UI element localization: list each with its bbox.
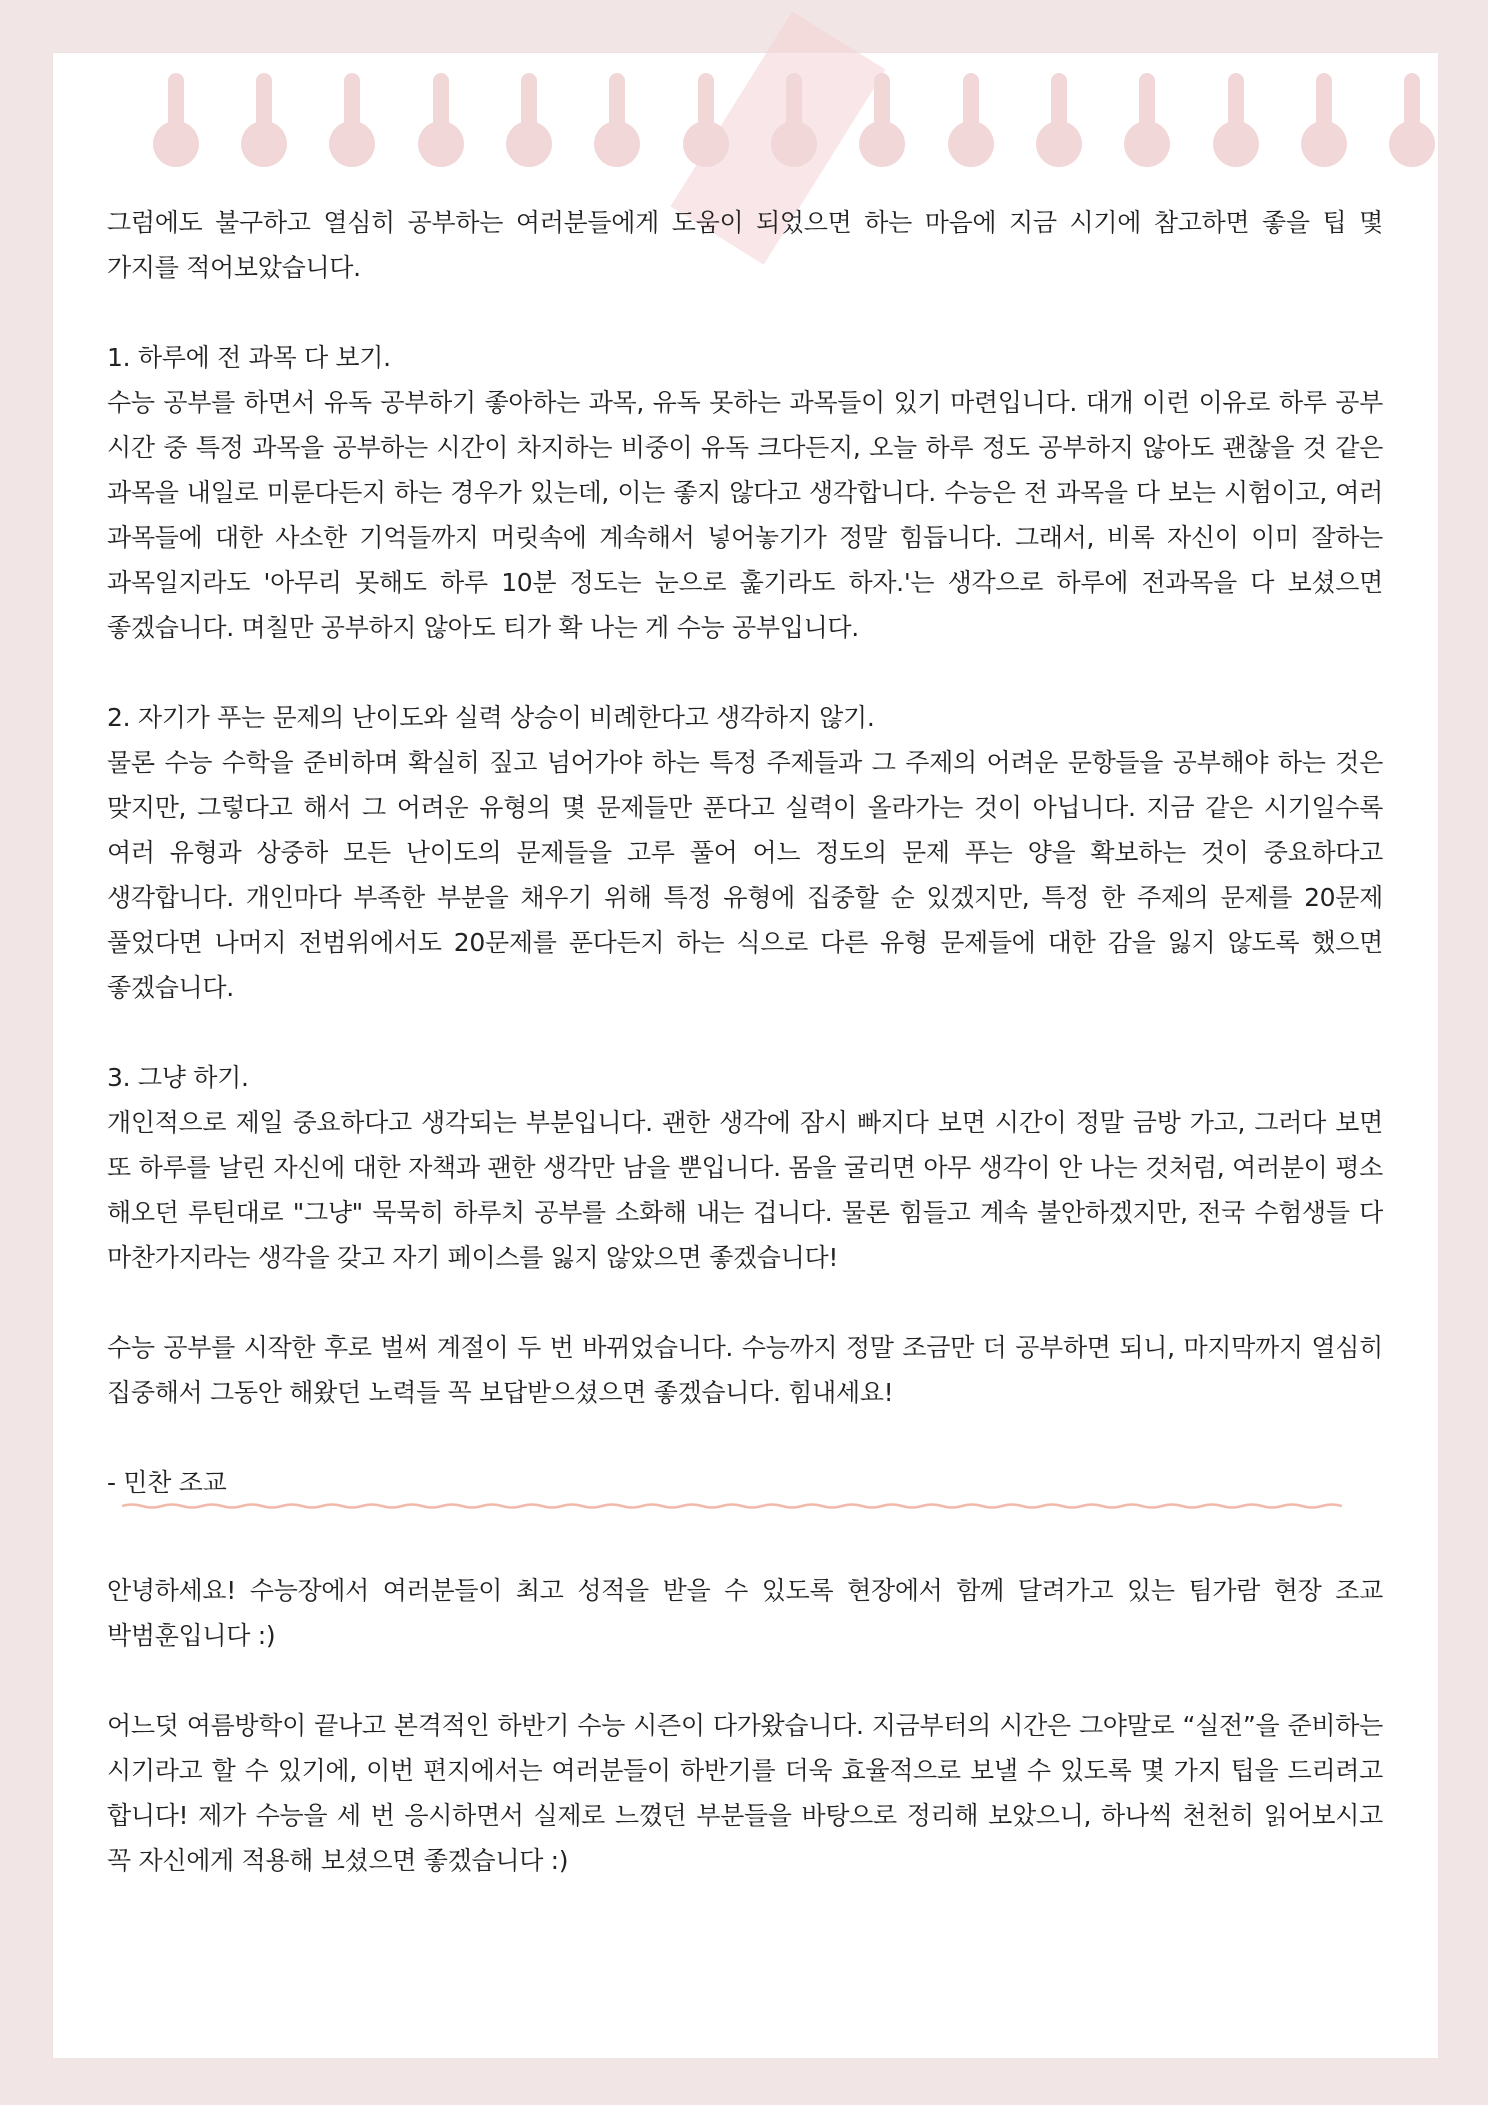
binder-hole [1036,121,1082,167]
binder-hole [948,121,994,167]
binder-hole [771,121,817,167]
intro-paragraph: 그럼에도 불구하고 열심히 공부하는 여러분들에게 도움이 되었으면 하는 마음에 지금 시기에 참고하면 좋을 팁 몇 가지를 적어보았습니다. [107,208,1383,282]
letter-minchan [107,200,1383,1505]
binder-hole [153,121,199,167]
binder-hole [418,121,464,167]
tip3-title: 3. 그냥 하기. [107,1063,249,1092]
tip1-title: 1. 하루에 전 과목 다 보기. [107,343,391,372]
letter-parkbeomhun [107,1568,1383,1883]
binder-hole [241,121,287,167]
binder-hole [1213,121,1259,167]
binder-hole [506,121,552,167]
tip2-body: 물론 수능 수학을 준비하며 확실히 짚고 넘어가야 하는 특정 주제들과 그 주제의 어려운 문항들을 공부해야 하는 것은 맞지만, 그렇다고 해서 그 어려운 유형의 몇 문제들만 푼다고 실력이 올라가는 것이 아닙니다. 지금 같은 시기일수록 여러 유형과 상중하 모든 난이도의 문제들을 고루 풀어 어느 정도의 문제 푸는 양을 확보하는 것이 중요하다고 생각합니다. 개인마다 부족한 부분을 채우기 위해 특정 유형에 집중할 순 있겠지만, 특정 한 주제의 문제를 20문제 풀었다면 나머지 전범위에서도 20문제를 푼다든지 하는 식으로 다른 유형 문제들에 대한 감을 잃지 않도록 했으면 좋겠습니다. [107,748,1383,1002]
binder-hole [1301,121,1347,167]
greeting-paragraph: 안녕하세요! 수능장에서 여러분들이 최고 성적을 받을 수 있도록 현장에서 함께 달려가고 있는 팀가람 현장 조교 박범훈입니다 :) [107,1576,1383,1650]
signature: - 민찬 조교 [107,1468,227,1497]
binder-hole [1389,121,1435,167]
closing-paragraph: 수능 공부를 시작한 후로 벌써 계절이 두 번 바뀌었습니다. 수능까지 정말 조금만 더 공부하면 되니, 마지막까지 열심히 집중해서 그동안 해왔던 노력들 꼭 보답받으셨으면 좋겠습니다. 힘내세요! [107,1333,1383,1407]
wavy-divider [122,1503,1342,1509]
binder-hole [683,121,729,167]
binder-hole [859,121,905,167]
tip2-title: 2. 자기가 푸는 문제의 난이도와 실력 상승이 비례한다고 생각하지 않기. [107,703,875,732]
tip1-body: 수능 공부를 하면서 유독 공부하기 좋아하는 과목, 유독 못하는 과목들이 있기 마련입니다. 대개 이런 이유로 하루 공부 시간 중 특정 과목을 공부하는 시간이 차지하는 비중이 유독 크다든지, 오늘 하루 정도 공부하지 않아도 괜찮을 것 같은 과목을 내일로 미룬다든지 하는 경우가 있는데, 이는 좋지 않다고 생각합니다. 수능은 전 과목을 다 보는 시험이고, 여러 과목들에 대한 사소한 기억들까지 머릿속에 계속해서 넣어놓기가 정말 힘듭니다. 그래서, 비록 자신이 이미 잘하는 과목일지라도 '아무리 못해도 하루 10분 정도는 눈으로 훑기라도 하자.'는 생각으로 하루에 전과목을 다 보셨으면 좋겠습니다. 며칠만 공부하지 않아도 티가 확 나는 게 수능 공부입니다. [107,388,1383,642]
tip3-body: 개인적으로 제일 중요하다고 생각되는 부분입니다. 괜한 생각에 잠시 빠지다 보면 시간이 정말 금방 가고, 그러다 보면 또 하루를 날린 자신에 대한 자책과 괜한 생각만 남을 뿐입니다. 몸을 굴리면 아무 생각이 안 나는 것처럼, 여러분이 평소 해오던 루틴대로 "그냥" 묵묵히 하루치 공부를 소화해 내는 겁니다. 물론 힘들고 계속 불안하겠지만, 전국 수험생들 다 마찬가지라는 생각을 갖고 자기 페이스를 잃지 않았으면 좋겠습니다! [107,1108,1383,1272]
body-paragraph: 어느덧 여름방학이 끝나고 본격적인 하반기 수능 시즌이 다가왔습니다. 지금부터의 시간은 그야말로 “실전”을 준비하는 시기라고 할 수 있기에, 이번 편지에서는 여러분들이 하반기를 더욱 효율적으로 보낼 수 있도록 몇 가지 팁을 드리려고 합니다! 제가 수능을 세 번 응시하면서 실제로 느꼈던 부분들을 바탕으로 정리해 보았으니, 하나씩 천천히 읽어보시고 꼭 자신에게 적용해 보셨으면 좋겠습니다 :) [107,1711,1383,1875]
binder-hole [1124,121,1170,167]
binder-hole [594,121,640,167]
binder-holes [153,121,1443,175]
binder-hole [329,121,375,167]
